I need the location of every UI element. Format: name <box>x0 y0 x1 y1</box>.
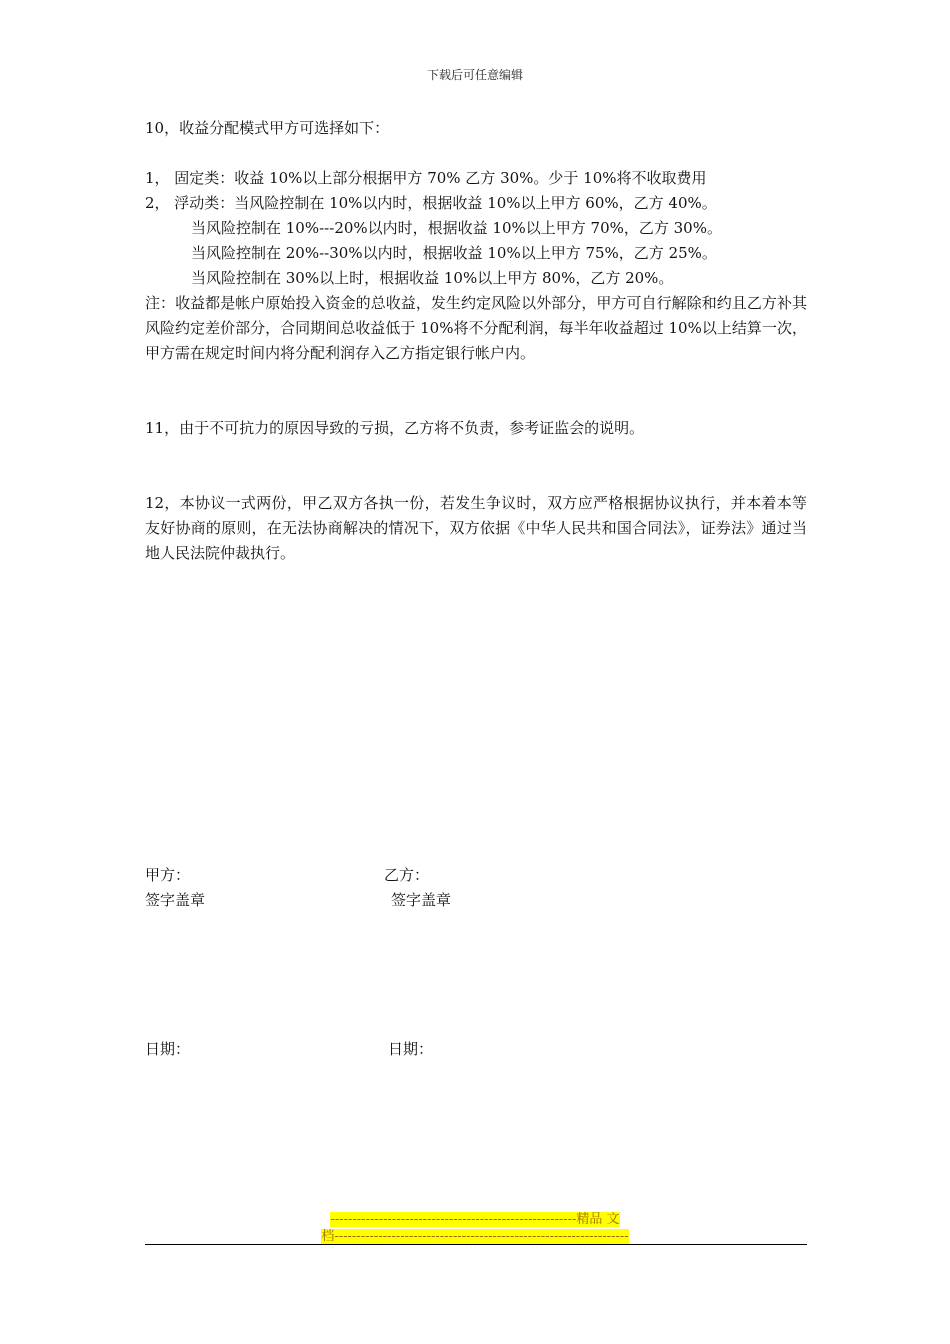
section-10-title: 10，收益分配模式甲方可选择如下： <box>145 119 390 137</box>
section-10-item-1: 1， 固定类：收益 10%以上部分根据甲方 70% 乙方 30%。少于 10%将不收取费用 <box>145 169 707 187</box>
footer-highlight-line-1: --------------------------------------------------------精品 文 <box>330 1212 620 1227</box>
section-10-item-2-tier-2: 当风险控制在 10%---20%以内时，根据收益 10%以上甲方 70%，乙方 30%。 <box>191 219 722 237</box>
section-10-item-2-tier-3: 当风险控制在 20%--30%以内时，根据收益 10%以上甲方 75%，乙方 25%。 <box>191 244 717 262</box>
section-10-note: 注：收益都是帐户原始投入资金的总收益，发生约定风险以外部分，甲方可自行解除和约且乙方补其风险约定差价部分，合同期间总收益低于 10%将不分配利润，每半年收益超过 10%以上结算一次，甲方需在规定时间内将分配利润存入乙方指定银行帐户内。 <box>145 294 807 362</box>
party-b-sign-label: 签字盖章 <box>391 891 452 909</box>
document-body <box>145 116 807 566</box>
party-b-label: 乙方： <box>384 866 430 884</box>
party-a-sign-label: 签字盖章 <box>145 891 206 909</box>
section-10-item-2: 2， 浮动类：当风险控制在 10%以内时，根据收益 10%以上甲方 60%，乙方 40%。 <box>145 194 717 212</box>
section-11-text: 11，由于不可抗力的原因导致的亏损，乙方将不负责，参考证监会的说明。 <box>145 419 645 437</box>
date-a-label: 日期： <box>145 1040 191 1058</box>
date-b-label: 日期： <box>388 1040 434 1058</box>
footer-rule <box>145 1244 807 1245</box>
party-a-label: 甲方： <box>145 866 191 884</box>
page-header: 下载后可任意编辑 <box>426 68 523 82</box>
section-10-item-2-tier-4: 当风险控制在 30%以上时，根据收益 10%以上甲方 80%，乙方 20%。 <box>191 269 674 287</box>
footer-highlight-line-2: 档------------------------------------------------------------------- <box>321 1229 629 1244</box>
section-12-text: 12，本协议一式两份，甲乙双方各执一份，若发生争议时，双方应严格根据协议执行，并本着本等友好协商的原则，在无法协商解决的情况下，双方依据《中华人民共和国合同法》，证券法》通过当地人民法院仲裁执行。 <box>145 494 807 562</box>
